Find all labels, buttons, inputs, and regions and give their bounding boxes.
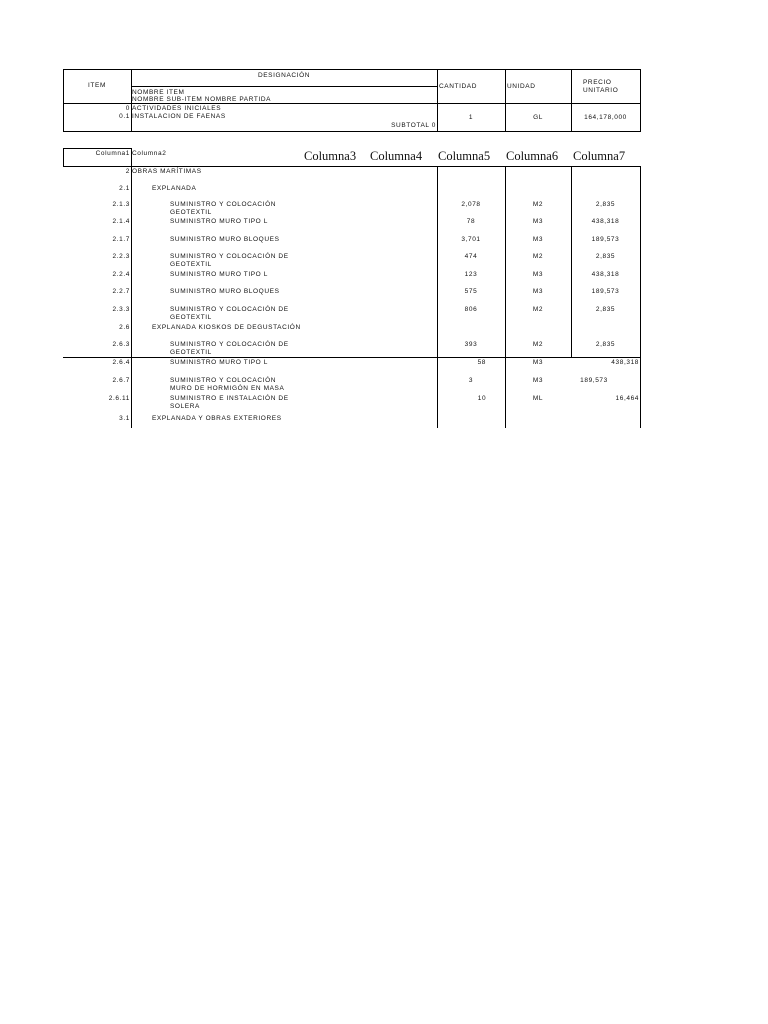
row-desc: SUMINISTRO E INSTALACIÓN DE SOLERA (170, 395, 289, 410)
row-unit: M3 (532, 377, 544, 384)
col-border-right (640, 166, 641, 428)
header-unitario: UNITARIO (583, 87, 619, 94)
row-item: 2.2.7 (112, 288, 130, 295)
row-price: 189,573 (580, 377, 608, 384)
section0-1-item: 0.1 (119, 113, 130, 120)
row-price: 189,573 (591, 236, 620, 243)
column-header-3: Columna3 (304, 149, 357, 163)
row-item: 2.2.3 (112, 253, 130, 260)
row-price: 2,835 (595, 341, 616, 348)
row-qty: 10 (477, 395, 487, 402)
row-unit: M3 (532, 236, 544, 243)
row-desc: EXPLANADA Y OBRAS EXTERIORES (152, 415, 282, 422)
border-desc-qty (437, 69, 438, 131)
row-unit: M2 (532, 341, 544, 348)
row-desc: EXPLANADA (152, 185, 197, 192)
row-item: 2.2.4 (112, 271, 130, 278)
section0-item: 0 (125, 105, 130, 112)
row-item: 2.6 (119, 324, 130, 331)
row-qty: 2,078 (461, 201, 481, 208)
column-header-7: Columna7 (573, 149, 626, 163)
section0-desc: ACTIVIDADES INICIALES (132, 105, 222, 112)
row-unit: M3 (532, 218, 544, 225)
header-top-border (63, 69, 641, 70)
row-item: 2.6.7 (112, 377, 130, 384)
row-unit: M2 (532, 306, 544, 313)
row-qty: 3 (468, 377, 474, 384)
row-qty: 575 (464, 288, 478, 295)
border-unit-price (571, 69, 572, 131)
column-header-4: Columna4 (370, 149, 423, 163)
row-item: 2.6.3 (112, 341, 130, 348)
header-designacion: DESIGNACIÓN (257, 72, 311, 79)
columns-bottom-border (63, 166, 641, 167)
column-header-2: Columna2 (132, 150, 167, 157)
row-desc: EXPLANADA KIOSKOS DE DEGUSTACIÓN (152, 324, 301, 331)
row-qty: 3,701 (461, 236, 481, 243)
row-qty: 78 (466, 218, 476, 225)
row-desc: SUMINISTRO Y COLOCACIÓN DE GEOTEXTIL (170, 306, 289, 321)
row-item: 2.1 (119, 185, 130, 192)
column-header-6: Columna6 (506, 149, 559, 163)
header-nombre-subitem: NOMBRE SUB-ITEM NOMBRE PARTIDA (132, 96, 272, 103)
header-unidad: UNIDAD (507, 83, 536, 90)
header-nombre-item: NOMBRE ITEM (132, 89, 185, 96)
designacion-divider (131, 86, 437, 87)
row-unit: M3 (532, 271, 544, 278)
col-border-item-desc (131, 148, 132, 428)
row-unit: M3 (532, 359, 544, 366)
row-desc: OBRAS MARÍTIMAS (132, 168, 202, 175)
section0-1-price: 164,178,000 (584, 114, 627, 121)
row-qty: 123 (464, 271, 478, 278)
row-price: 2,835 (595, 306, 616, 313)
row-item: 3.1 (119, 415, 130, 422)
row-desc: SUMINISTRO Y COLOCACIÓN DE GEOTEXTIL (170, 253, 289, 268)
row-desc: SUMINISTRO MURO BLOQUES (170, 288, 280, 295)
row-desc: SUMINISTRO MURO BLOQUES (170, 236, 280, 243)
row-price: 2,835 (595, 253, 616, 260)
row-price: 189,573 (591, 288, 620, 295)
row-item: 2 (125, 168, 130, 175)
row-desc: SUMINISTRO Y COLOCACIÓN GEOTEXTIL (170, 201, 277, 216)
row-desc: SUMINISTRO Y COLOCACIÓN MURO DE HORMIGÓN EN MASA (170, 377, 285, 392)
border-qty-unit (505, 69, 506, 131)
row-item: 2.3.3 (112, 306, 130, 313)
column-header-5: Columna5 (438, 149, 491, 163)
row-item: 2.1.4 (112, 218, 130, 225)
row-price: 438,318 (591, 218, 620, 225)
header-cantidad: CANTIDAD (439, 83, 478, 90)
row-price: 438,318 (611, 359, 639, 366)
section0-subtotal: SUBTOTAL 0 (391, 122, 436, 129)
row-item: 2.1.3 (112, 201, 130, 208)
row-price: 438,318 (591, 271, 620, 278)
header-precio: PRECIO (583, 79, 612, 86)
row-price: 16,464 (615, 395, 639, 402)
row-price: 2,835 (595, 201, 616, 208)
row-qty: 474 (464, 253, 478, 260)
row-unit: M2 (532, 201, 544, 208)
section0-1-qty: 1 (468, 114, 474, 121)
row-qty: 806 (464, 306, 478, 313)
row-unit: M3 (532, 288, 544, 295)
row-desc: SUMINISTRO MURO TIPO L (170, 271, 268, 278)
section0-1-desc: INSTALACION DE FAENAS (132, 113, 226, 120)
row-unit: ML (532, 395, 544, 402)
col-border-unit-price (571, 166, 572, 358)
row-qty: 58 (477, 359, 486, 366)
row-item: 2.1.7 (112, 236, 130, 243)
row-separator (63, 357, 641, 358)
col-border-left (63, 148, 64, 166)
row-item: 2.6.4 (112, 359, 130, 366)
row-qty: 393 (464, 341, 478, 348)
row-item: 2.6.11 (108, 395, 130, 402)
border-left (63, 69, 64, 131)
row-unit: M2 (532, 253, 544, 260)
section0-1-unit: GL (533, 114, 543, 121)
row-desc: SUMINISTRO MURO TIPO L (170, 218, 268, 225)
section0-bottom-border (63, 131, 641, 132)
border-right (640, 69, 641, 131)
columns-top-border-left (63, 148, 131, 149)
header-item: ITEM (88, 82, 106, 89)
row-desc: SUMINISTRO MURO TIPO L (170, 359, 268, 366)
row-desc: SUMINISTRO Y COLOCACIÓN DE GEOTEXTIL (170, 341, 289, 356)
column-header-1: Columna1 (95, 150, 130, 157)
